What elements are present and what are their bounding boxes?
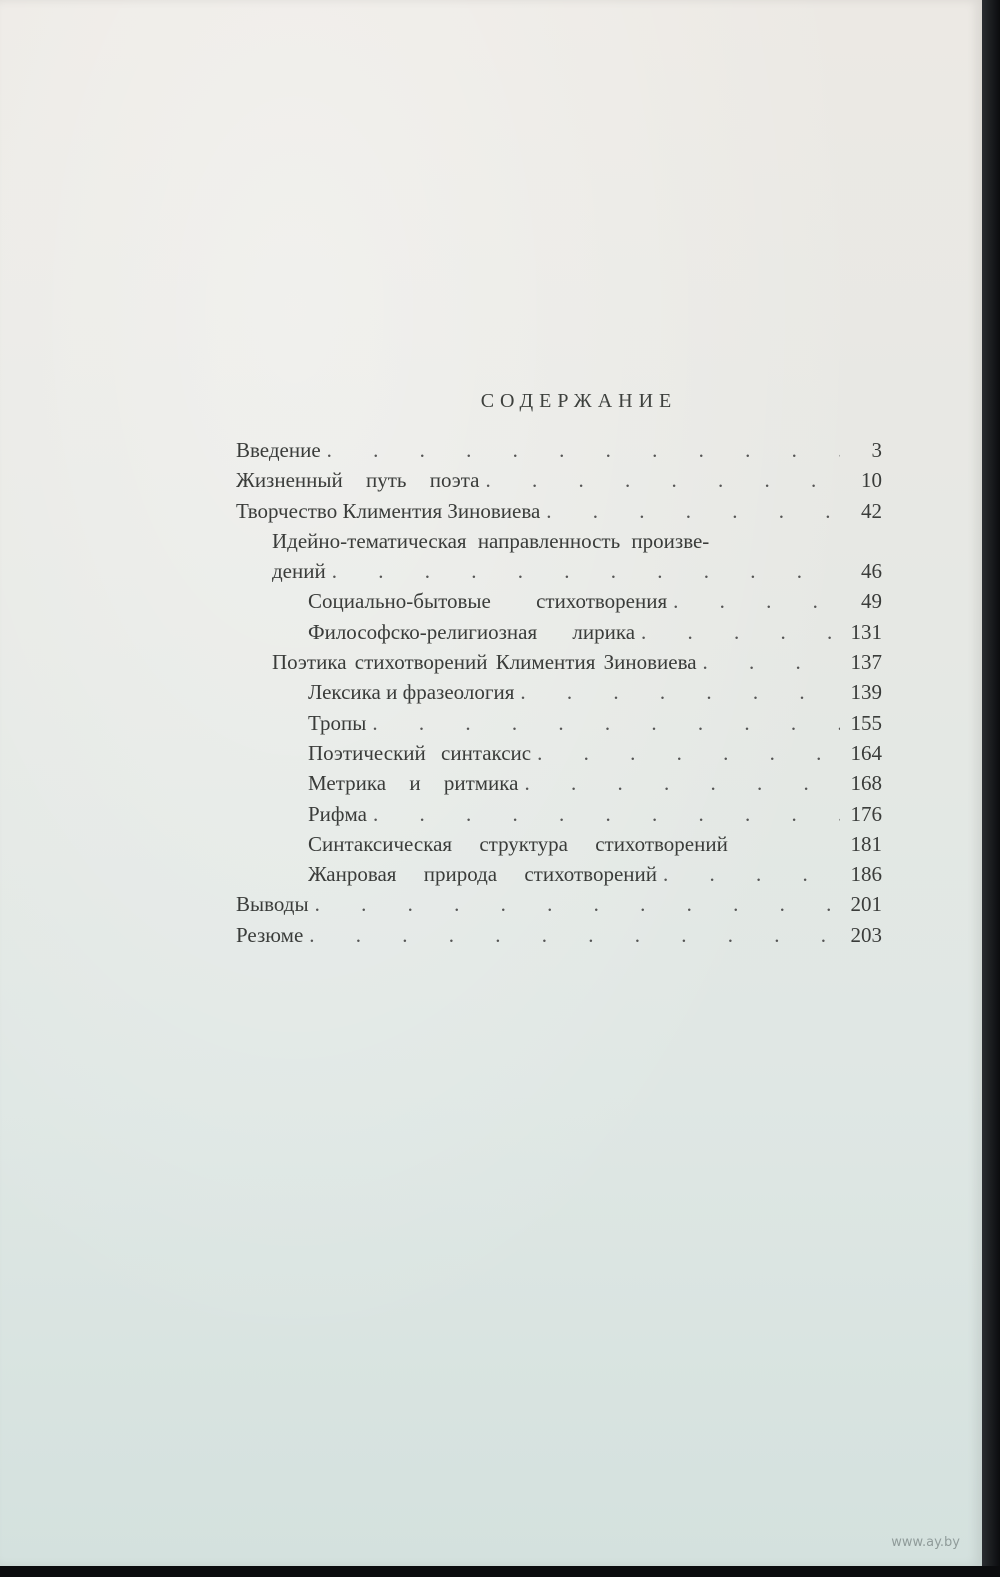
leader-dots [641,617,840,647]
toc-entry-page: 155 [850,710,882,735]
toc-entry-page: 137 [850,650,882,675]
toc-entry-label: Философско-религиозная лирика [308,619,636,644]
toc-entry-page: 139 [850,680,882,705]
toc-entry [236,556,882,586]
toc-entry-label: Поэтический синтаксис [308,740,532,765]
toc-entry [236,738,882,768]
leader-dots [332,556,840,586]
leader-dots [486,465,841,495]
leader-dots [372,708,840,738]
table-of-contents [236,390,882,950]
toc-entry [236,920,882,950]
toc-entry-label: Рифма [308,801,367,826]
toc-entry [236,465,882,495]
toc-entry-page: 49 [861,589,882,614]
toc-entry-label: Творчество Климентия Зиновиева [236,498,541,523]
leader-dots [537,738,840,768]
toc-entry [236,586,882,616]
toc-entry-page: 3 [871,438,882,462]
leader-dots [327,435,840,465]
leader-dots [315,889,840,919]
toc-entry-page: 42 [861,498,882,523]
leader-dots [673,586,840,616]
toc-entry-label: дений [272,559,326,584]
toc-entry-label: Лексика и фразеология [308,680,515,705]
toc-entry [236,496,882,526]
toc-entry-page: 46 [861,559,882,584]
leader-dots [373,799,840,829]
toc-entry-label: Социально-бытовые стихотворения [308,589,668,614]
toc-entry [236,829,882,859]
toc-entry-page: 168 [850,771,882,796]
toc-entry [236,859,882,889]
toc-entry-label-line1: Идейно-тематическая направленность произве- [272,528,710,553]
toc-entry [236,647,882,677]
toc-entry [236,768,882,798]
leader-dots [703,647,840,677]
leader-dots [546,496,840,526]
toc-entry [236,435,882,465]
toc-entry [236,617,882,647]
toc-title: СОДЕРЖАНИЕ [480,390,678,412]
leader-dots [524,768,840,798]
toc-entry [236,799,882,829]
toc-entry-label: Синтаксическая структура стихотворений [308,831,728,856]
toc-entry-label: Поэтика стихотворений Климентия Зиновиева [272,650,697,675]
page-edge-shadow [982,0,1000,1577]
leader-dots [520,677,840,707]
toc-entry [236,889,882,919]
toc-entry [236,708,882,738]
toc-entry-page: 181 [850,831,882,856]
leader-dots [663,859,840,889]
toc-entry-label: Жанровая природа стихотворений [308,862,657,887]
toc-entry-page: 186 [850,862,882,887]
toc-entry-page: 201 [850,892,882,917]
toc-entry-label: Жизненный путь поэта [236,468,480,493]
toc-entry-page: 10 [861,468,882,493]
toc-entry-page: 203 [850,922,882,947]
toc-entry-label: Метрика и ритмика [308,771,519,796]
toc-entry-page: 176 [850,801,882,826]
toc-entry-label: Выводы [236,892,309,917]
toc-entry-label: Резюме [236,922,304,947]
toc-entry-label: Введение [236,438,321,462]
toc-entry-page: 164 [850,740,882,765]
toc-entry-page: 131 [850,619,882,644]
page-bottom-shadow [0,1566,1000,1577]
toc-entry [236,677,882,707]
leader-dots [309,920,840,950]
toc-entry-label: Тропы [308,710,367,735]
watermark: www.ay.by [891,1535,960,1550]
